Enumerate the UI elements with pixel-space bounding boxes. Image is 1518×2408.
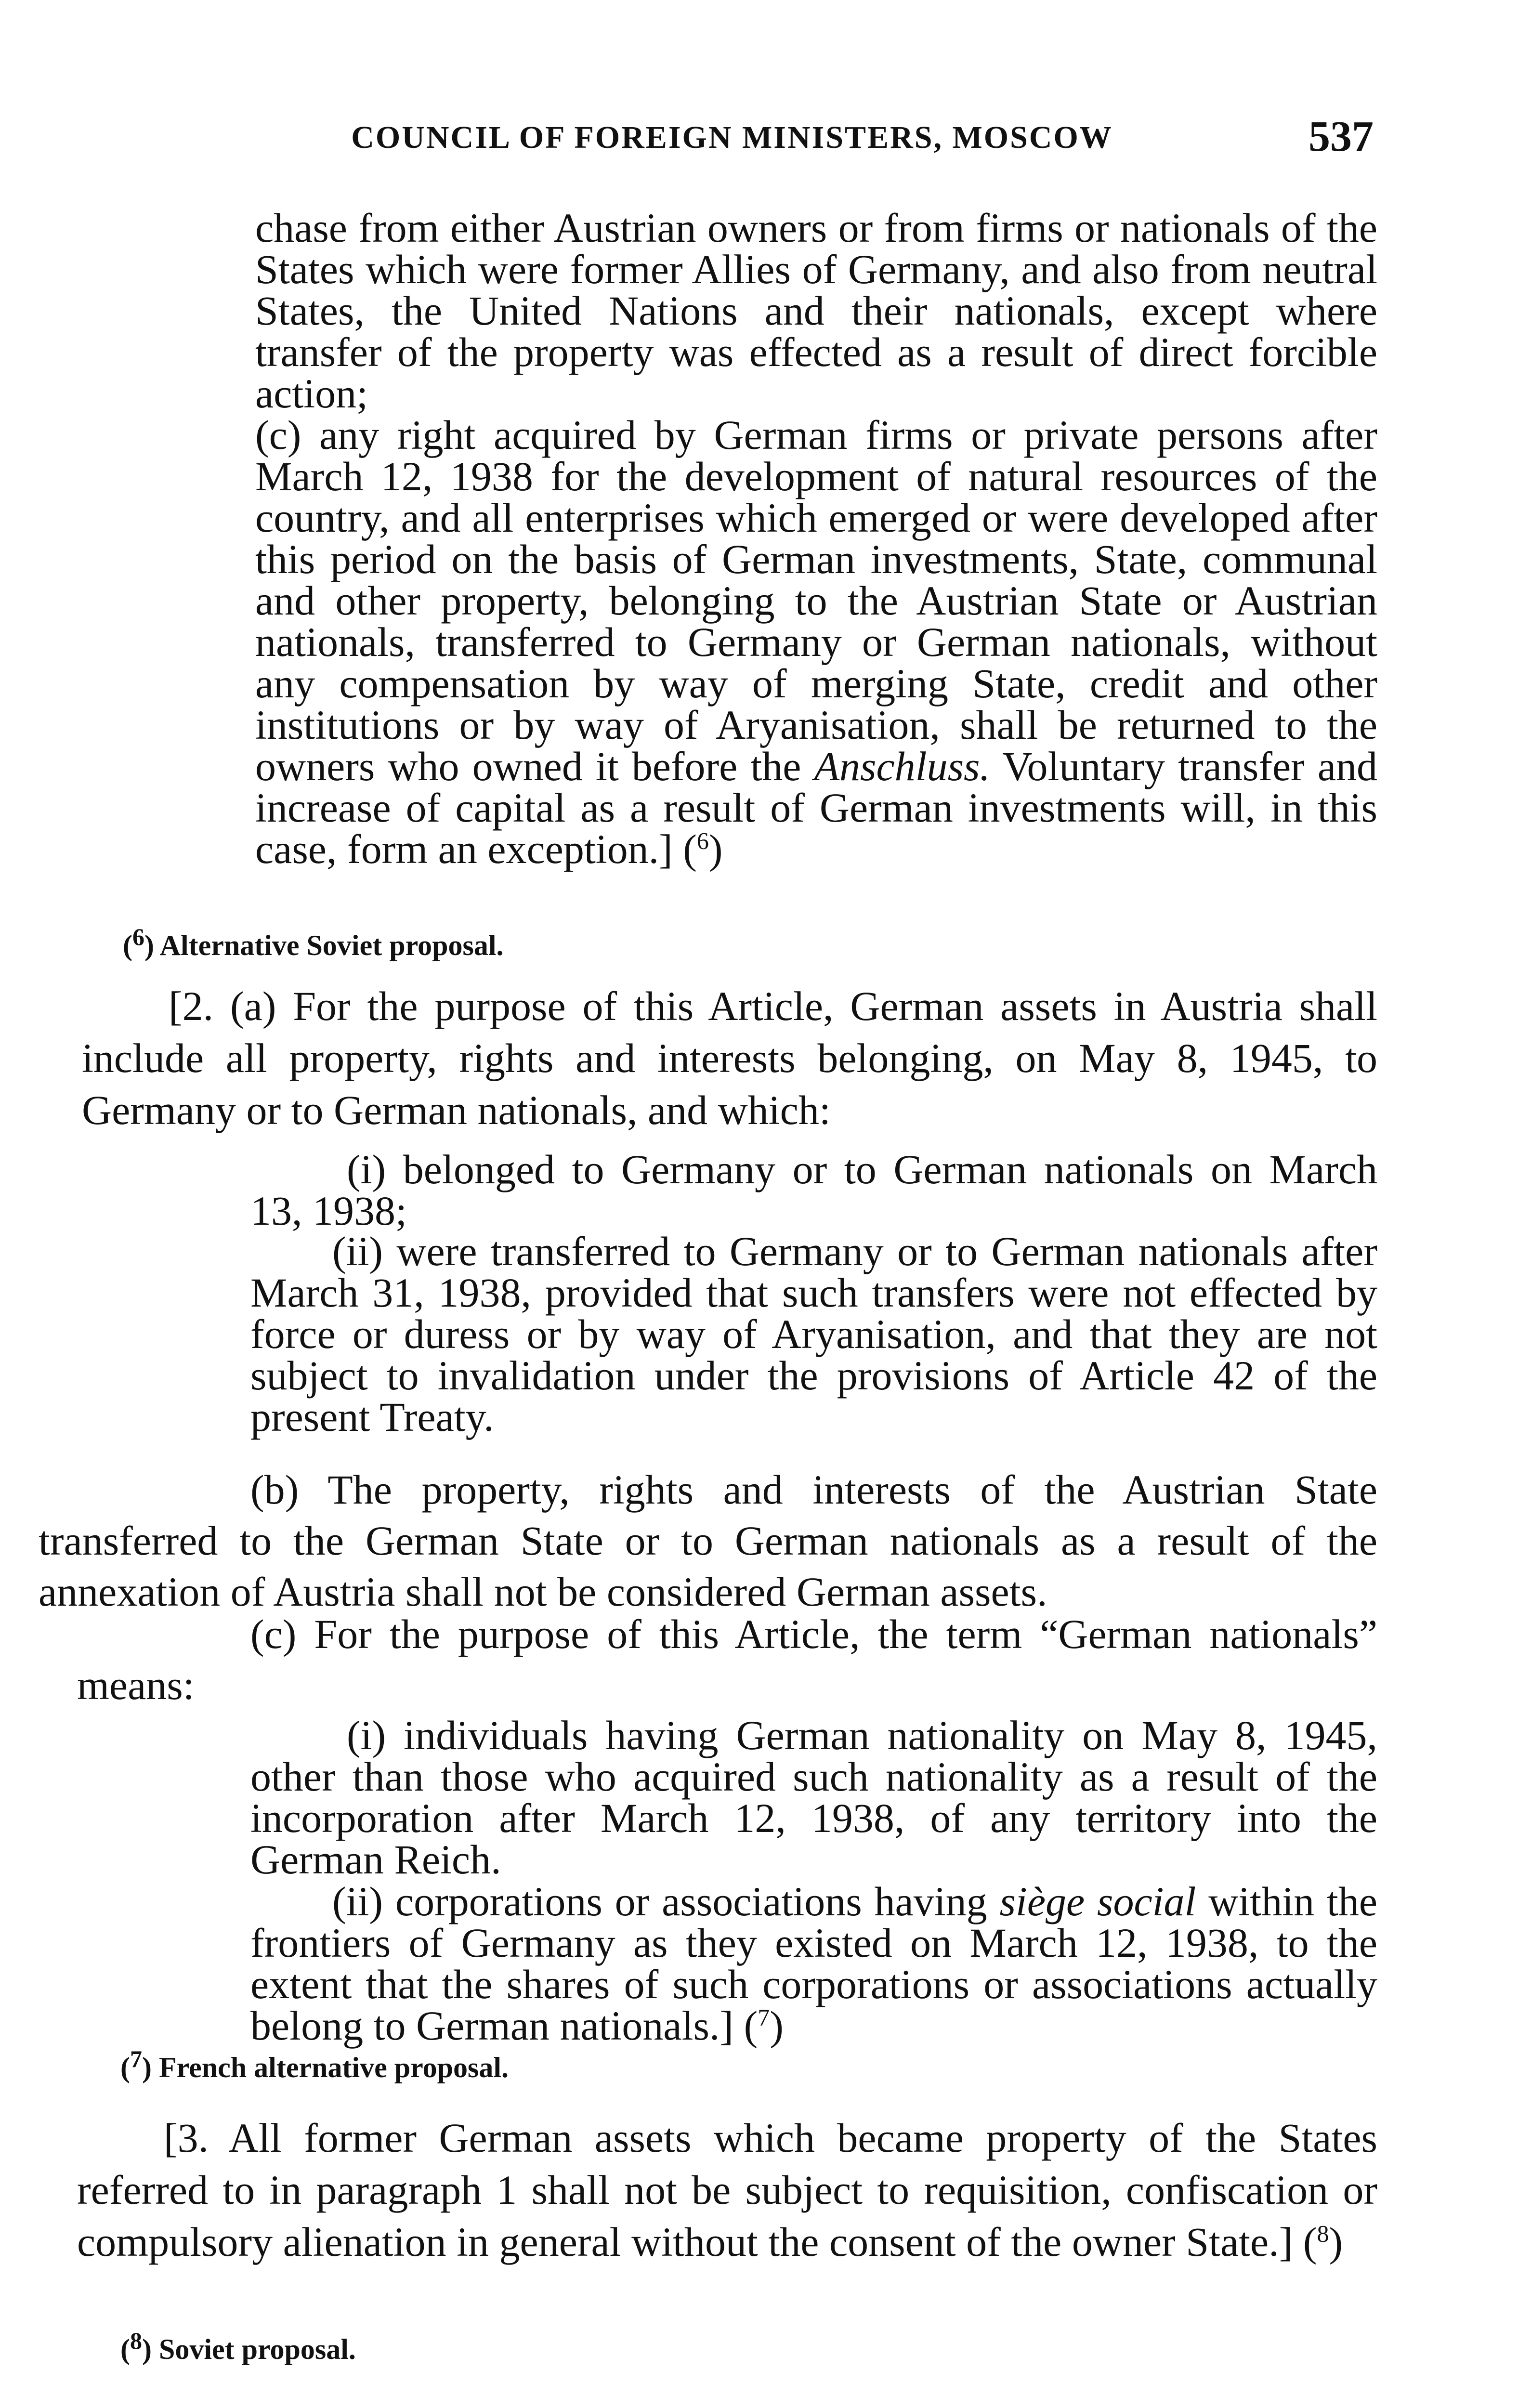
footnote-ref: 6: [696, 827, 709, 854]
footnote-ref: 7: [758, 2003, 770, 2031]
paragraph-3: [3. All former German assets which became property of the States referred to in paragraph 1 shall not be subject to requisition, confiscation or compulsory alienation in general without the consent of the owner State.] ($^8$): [77, 2115, 1377, 2265]
footnote-text: Soviet proposal.: [158, 2333, 356, 2365]
footnote-8: ($^8$) Soviet proposal.: [120, 2327, 356, 2365]
paragraph-text: chase from either Austrian owners or from firms or nationals of the States which were former Allies of Germany, and also from neutral States, the United Nations and their nationals, except where transfer of the property was effected as a result of direct forcible action;: [255, 205, 1377, 417]
footnote-6: ($^6$) Alternative Soviet proposal.: [123, 923, 504, 961]
paragraph-2c-i: (i) individuals having German nationality on May 8, 1945, other than those who acquired such nationality as a result of the incorporation after March 12, 1938, of any territory into the German Reich.: [250, 1712, 1377, 1883]
footnote-mark: 6: [132, 923, 144, 950]
paragraph-2a-i: (i) belonged to Germany or to German nationals on March 13, 1938;: [250, 1146, 1377, 1234]
paragraph-2b: (b) The property, rights and interests of the Austrian State transferred to the German State or to German nationals as a result of the annexation of Austria shall not be considered German assets.: [39, 1466, 1377, 1615]
footnote-7: ($^7$) French alternative proposal.: [120, 2045, 509, 2083]
paragraph-2a: [2. (a) For the purpose of this Article, German assets in Austria shall include all property, rights and interests belonging, on May 8, 1945, to Germany or to German nationals, and which:: [82, 983, 1377, 1133]
paragraph-2c: (c) For the purpose of this Article, the term “German nationals” means:: [77, 1611, 1377, 1708]
running-head: COUNCIL OF FOREIGN MINISTERS, MOSCOW: [351, 120, 1113, 155]
footnote-text: French alternative proposal.: [158, 2052, 509, 2083]
italic-term: Anschluss.: [814, 743, 990, 789]
footnote-text: Alternative Soviet proposal.: [159, 929, 504, 961]
paragraph-c-soviet: (c) any right acquired by German firms or private persons after March 12, 1938 for the development of natural resources of the country, and all enterprises which emerged or were developed after this period on the basis of German investments, State, communal and other property, belonging to the Austrian State or Austrian nationals, transferred to Germany or German nationals, without any compensation by way of merging State, credit and other institutions or by way of Aryanisation, shall be returned to the owners who owned it before the Anschluss. Voluntary transfer and increase of capital as a result of German investments will, in this case, form an exception.] ($^6$): [255, 412, 1377, 872]
footnote-mark: 8: [130, 2327, 142, 2354]
paragraph-2c-ii: (ii) corporations or associations having siège social within the frontiers of Germany as they existed on March 12, 1938, to the extent that the shares of such corporations or associations actually belong to German nationals.] ($^7$): [250, 1878, 1377, 2049]
italic-term: siège social: [999, 1878, 1196, 1924]
paragraph-continuation: [255, 205, 1377, 417]
footnote-ref: 8: [1317, 2220, 1329, 2247]
page-number: 537: [1309, 113, 1374, 160]
footnote-mark: 7: [130, 2045, 142, 2072]
paragraph-2a-ii: (ii) were transferred to Germany or to German nationals after March 31, 1938, provided that such transfers were not effected by force or duress or by way of Aryanisation, and that they are not subject to invalidation under the provisions of Article 42 of the present Treaty.: [250, 1228, 1377, 1440]
